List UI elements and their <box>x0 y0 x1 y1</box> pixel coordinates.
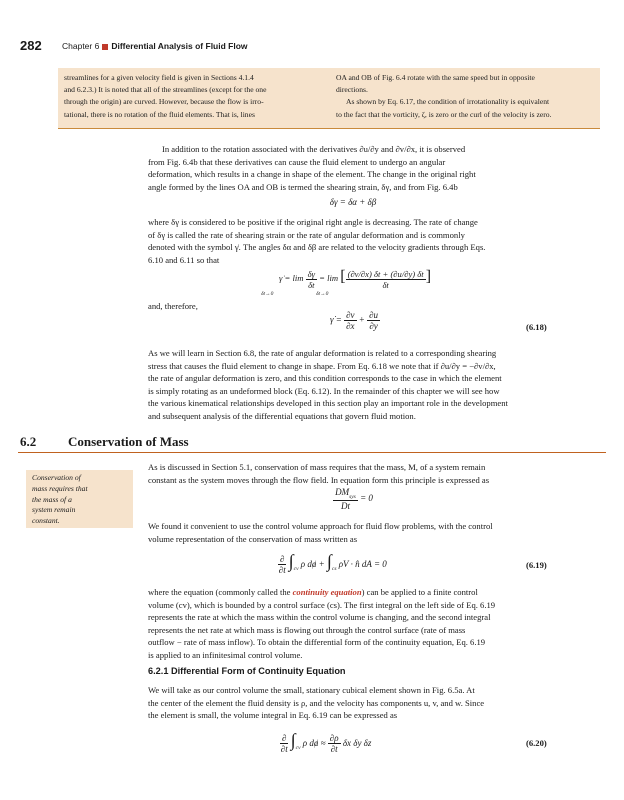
square-bullet-icon <box>102 44 108 50</box>
text-line: 6.10 and 6.11 so that <box>148 254 220 265</box>
equation-6-20 <box>280 730 460 754</box>
equation-number: (6.20) <box>526 738 547 748</box>
text-line: volume (cv), which is bounded by a control surface (cs). The first integral on the left side of Eq. 6.19 <box>148 599 496 610</box>
fraction <box>367 310 380 331</box>
numerator: δγ <box>307 268 315 279</box>
paragraph-rate-of-shear <box>148 216 558 266</box>
text-line: and 6.2.3.) It is noted that all of the streamlines (except for the one <box>64 85 267 95</box>
text-line: represents the rate at which the mass within the control volume is changing, and the second integral <box>148 612 491 623</box>
denominator: ∂y <box>369 321 378 331</box>
equation-rate-limit <box>255 268 455 290</box>
text-line: is applied to an infinitesimal control volume. <box>148 649 303 660</box>
term: δx δy δz <box>342 738 372 748</box>
numerator: ∂ <box>280 554 285 565</box>
fraction <box>278 554 286 575</box>
text-line: volume representation of the conservation of mass written as <box>148 533 358 544</box>
paragraph-control-volume <box>148 520 558 545</box>
numerator: ∂v <box>346 310 355 320</box>
section-rule <box>18 452 606 453</box>
text-line: tational, there is no rotation of the fluid elements. That is, lines <box>64 109 255 119</box>
integral-subscript: cs <box>331 565 337 572</box>
chapter-title: Differential Analysis of Fluid Flow <box>111 41 248 51</box>
text-line: streamlines for a given velocity field is given in Sections 4.1.4 <box>64 73 254 82</box>
text-line: of δγ is called the rate of shearing strain or the rate of angular deformation and is commonly <box>148 229 465 240</box>
fraction <box>344 310 356 331</box>
plus: + <box>358 314 365 325</box>
subscript-sys: sys <box>349 493 356 500</box>
fraction <box>333 487 358 511</box>
integral-sign: ∫ <box>288 551 294 571</box>
fraction <box>346 269 426 290</box>
text-line: As is discussed in Section 5.1, conservation of mass requires that the mass, M, of a system remain <box>148 462 486 472</box>
integral-sign: ∫ <box>326 551 332 571</box>
text-run: ) can be applied to a finite control <box>361 587 478 597</box>
equation-dm-dt <box>318 487 388 511</box>
text-line: mass requires that <box>32 483 88 493</box>
text-line: through the origin) are curved. However, because the flow is irro- <box>64 97 264 107</box>
text-line: constant. <box>32 516 60 526</box>
text-line: outflow − rate of mass inflow). To obtain the differential form of the continuity equation, Eq. 6.19 <box>148 637 486 648</box>
eq-rhs: = 0 <box>360 492 373 503</box>
top-box-right-column <box>336 72 594 121</box>
text-line: In addition to the rotation associated with the derivatives ∂u/∂y and ∂v/∂x, it is observed <box>162 144 466 154</box>
text-line: system remain <box>32 505 76 515</box>
text-line: stress that causes the fluid element to change in shape. From Eq. 6.18 we note that if ∂u/∂y = −∂v/∂x, <box>148 360 496 371</box>
numerator: ∂ <box>282 733 287 744</box>
text-line: OA and OB of Fig. 6.4 rotate with the same speed but in opposite <box>336 73 535 82</box>
and-therefore: and, therefore, <box>148 301 198 311</box>
margin-note <box>26 470 133 528</box>
denominator: ∂t <box>278 565 286 576</box>
denominator: ∂t <box>280 744 288 755</box>
integral-sign: ∫ <box>290 730 296 750</box>
term: ρV · n̂ dA = 0 <box>338 559 387 569</box>
text-run: where the equation (commonly called the <box>148 587 293 597</box>
numerator: ∂ρ <box>329 733 339 744</box>
text-line: represents the net rate at which mass is flowing out through the control surface (rate of mass <box>148 624 466 635</box>
page-number: 282 <box>20 38 42 53</box>
fraction <box>306 269 317 290</box>
bracket-right: ] <box>425 268 432 285</box>
fraction <box>328 733 341 754</box>
integral-subscript: cv <box>295 744 301 751</box>
text-line: As shown by Eq. 6.17, the condition of irrotationality is equivalent <box>346 97 550 107</box>
equation-number: (6.18) <box>526 322 547 332</box>
paragraph-angular-deformation <box>148 143 558 193</box>
section-number: 6.2 <box>20 434 37 449</box>
text-line: We found it convenient to use the control volume approach for fluid flow problems, with the control <box>148 521 493 531</box>
text-line: from Fig. 6.4b that these derivatives can cause the fluid element to undergo an angular <box>148 156 446 167</box>
numerator: $DM_{sys}$ <box>335 487 356 500</box>
bracket-left: [ <box>340 268 346 285</box>
integral-subscript: cv <box>293 565 299 572</box>
denominator: ∂x <box>346 321 355 331</box>
equation-number: (6.19) <box>526 560 547 570</box>
paragraph-continuity <box>148 586 558 662</box>
eq-lhs: γ̇ = <box>329 314 342 325</box>
text-line: constant as the system moves through the flow field. In equation form this principle is expressed as <box>148 474 490 485</box>
text-line: where δγ is considered to be positive if the original right angle is decreasing. The rate of change <box>148 217 478 227</box>
equation-6-18 <box>310 310 400 331</box>
paragraph-conservation <box>148 461 558 486</box>
paragraph-shearing-stress <box>148 347 558 423</box>
text-line: and subsequent analysis of the differential equations that govern fluid motion. <box>148 410 416 421</box>
text-line: is simply rotating as an undeformed block (Eq. 6.12). In the remainder of this chapter we will see how <box>148 385 500 396</box>
eq-mid: = lim <box>319 273 339 283</box>
denominator: δt <box>382 279 389 290</box>
text-line: to the fact that the vorticity, ζ, is zero or the curl of the velocity is zero. <box>336 109 552 119</box>
paragraph-cubical-element <box>148 684 558 722</box>
eq-lhs: γ̇ = lim <box>278 273 304 283</box>
top-box-left-column <box>64 72 322 121</box>
text-line: the rate of angular deformation is zero, and this condition corresponds to the case in which the element <box>148 373 502 384</box>
lim-subscript: δt→0 <box>316 291 329 297</box>
text-line: the center of the element the fluid density is ρ, and the velocity has components u, v, and w. Since <box>148 697 485 708</box>
equation-shear-strain: δγ = δα + δβ <box>329 197 377 207</box>
lim-subscript: δt→0 <box>261 291 274 297</box>
top-shaded-box <box>58 68 600 129</box>
text-line: denoted with the symbol γ̇. The angles δα and δβ are related to the velocity gradients through Eqs. <box>148 242 486 253</box>
text-line: the element is small, the volume integral in Eq. 6.19 can be expressed as <box>148 710 398 721</box>
text-line: directions. <box>336 85 368 95</box>
text-line: As we will learn in Section 6.8, the rate of angular deformation is related to a corresponding shearing <box>148 348 497 358</box>
fraction <box>280 733 288 754</box>
text-line <box>148 586 558 599</box>
denominator: δt <box>308 279 315 290</box>
equation-6-19 <box>278 551 458 575</box>
denominator: Dt <box>340 500 350 511</box>
term: ρ dⱥ + <box>300 559 325 569</box>
running-head <box>62 41 248 51</box>
text-line: Conservation of <box>32 473 81 482</box>
text-line: We will take as our control volume the small, stationary cubical element shown in Fig. 6.5a. At <box>148 685 475 695</box>
keyword-continuity-equation: continuity equation <box>292 587 362 597</box>
text-line: deformation, which results in a change in shape of the element. The change in the original right <box>148 169 476 180</box>
chapter-label: Chapter 6 <box>62 41 100 51</box>
text-line: angle formed by the lines OA and OB is termed the shearing strain, δγ, and from Fig. 6.4b <box>148 181 458 192</box>
section-title: Conservation of Mass <box>68 434 189 449</box>
numerator: ∂u <box>369 310 379 320</box>
term: ρ dⱥ ≈ <box>302 738 326 748</box>
denominator: ∂t <box>330 744 338 755</box>
subsection-title: 6.2.1 Differential Form of Continuity Equation <box>148 666 346 676</box>
text-line: the mass of a <box>32 494 72 504</box>
text-line: the various kinematical relationships developed in this section play an important role in the development <box>148 398 508 409</box>
numerator: (∂v/∂x) δt + (∂u/∂y) δt <box>347 268 424 279</box>
